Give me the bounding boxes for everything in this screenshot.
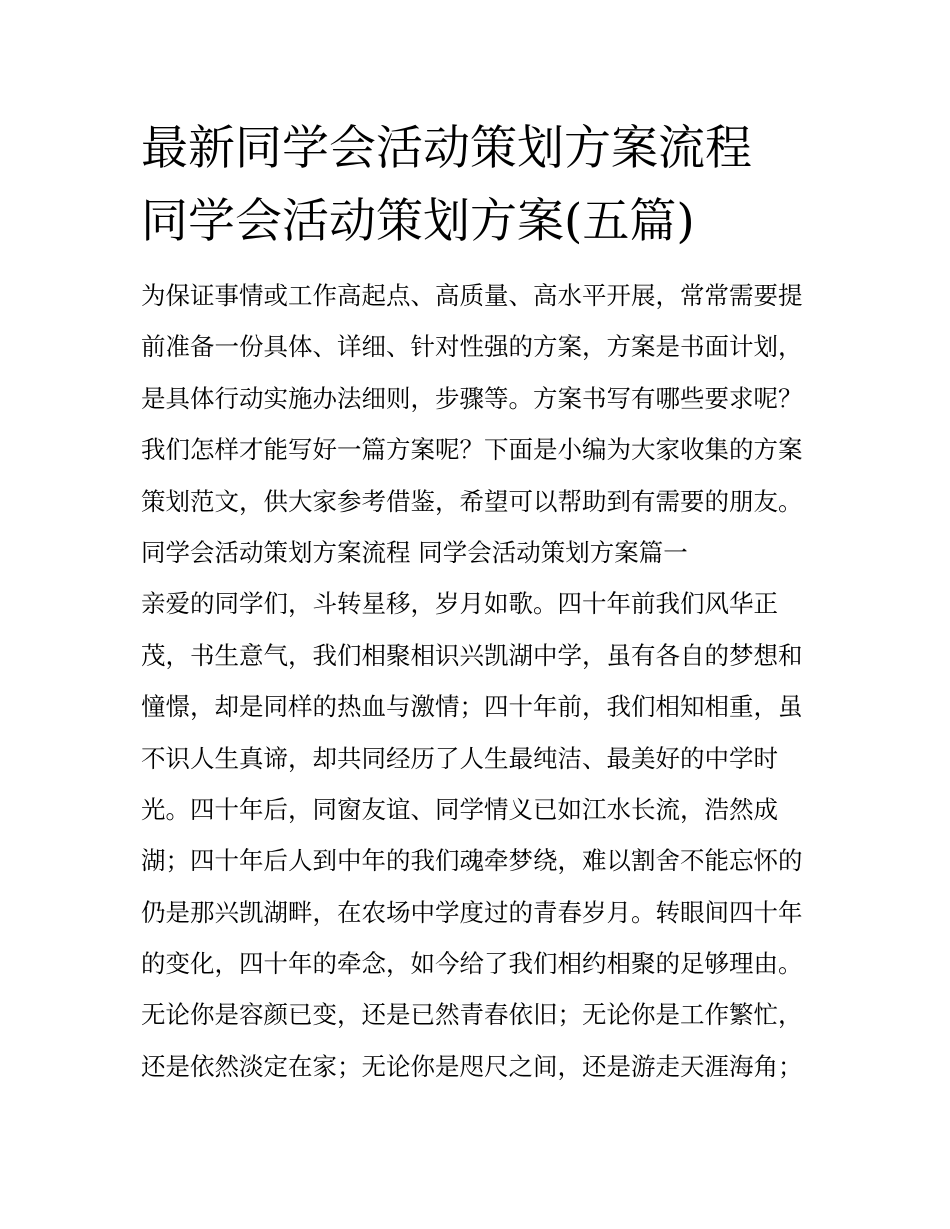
body-paragraph — [141, 578, 821, 1092]
intro-line: 我们怎样才能写好一篇方案呢？下面是小编为大家收集的方案 — [141, 435, 803, 465]
intro-line: 策划范文，供大家参考借鉴，希望可以帮助到有需要的朋友。 — [141, 486, 803, 516]
body-line: 还是依然淡定在家；无论你是咫尺之间，还是游走天涯海角； — [141, 1051, 803, 1081]
section-heading: 同学会活动策划方案流程 同学会活动策划方案篇一 — [141, 537, 688, 567]
intro-line: 为保证事情或工作高起点、高质量、高水平开展，常常需要提 — [141, 281, 803, 310]
body-line: 的变化，四十年的牵念，如今给了我们相约相聚的足够理由。 — [141, 949, 803, 979]
body-line: 亲爱的同学们，斗转星移，岁月如歌。四十年前我们风华正 — [141, 589, 778, 619]
body-line: 茂，书生意气，我们相聚相识兴凯湖中学，虽有各自的梦想和 — [141, 640, 803, 670]
body-line: 光。四十年后，同窗友谊、同学情义已如江水长流，浩然成 — [141, 794, 778, 824]
body-line: 湖；四十年后人到中年的我们魂牵梦绕，难以割舍不能忘怀的 — [141, 846, 803, 876]
body-line: 不识人生真谛，却共同经历了人生最纯洁、最美好的中学时 — [141, 743, 778, 773]
document-content — [141, 112, 821, 1092]
intro-paragraph — [141, 270, 821, 527]
intro-line: 前准备一份具体、详细、针对性强的方案，方案是书面计划， — [141, 332, 803, 362]
title-line-1: 最新同学会活动策划方案流程 — [141, 121, 752, 176]
intro-line: 是具体行动实施办法细则，步骤等。方案书写有哪些要求呢？ — [141, 383, 803, 413]
title-line-2: 同学会活动策划方案(五篇) — [141, 194, 695, 249]
body-line: 无论你是容颜已变，还是已然青春依旧；无论你是工作繁忙， — [141, 1000, 803, 1030]
body-line: 仍是那兴凯湖畔，在农场中学度过的青春岁月。转眼间四十年 — [141, 897, 803, 927]
document-title — [141, 112, 821, 258]
body-line: 憧憬，却是同样的热血与激情；四十年前，我们相知相重，虽 — [141, 692, 803, 722]
